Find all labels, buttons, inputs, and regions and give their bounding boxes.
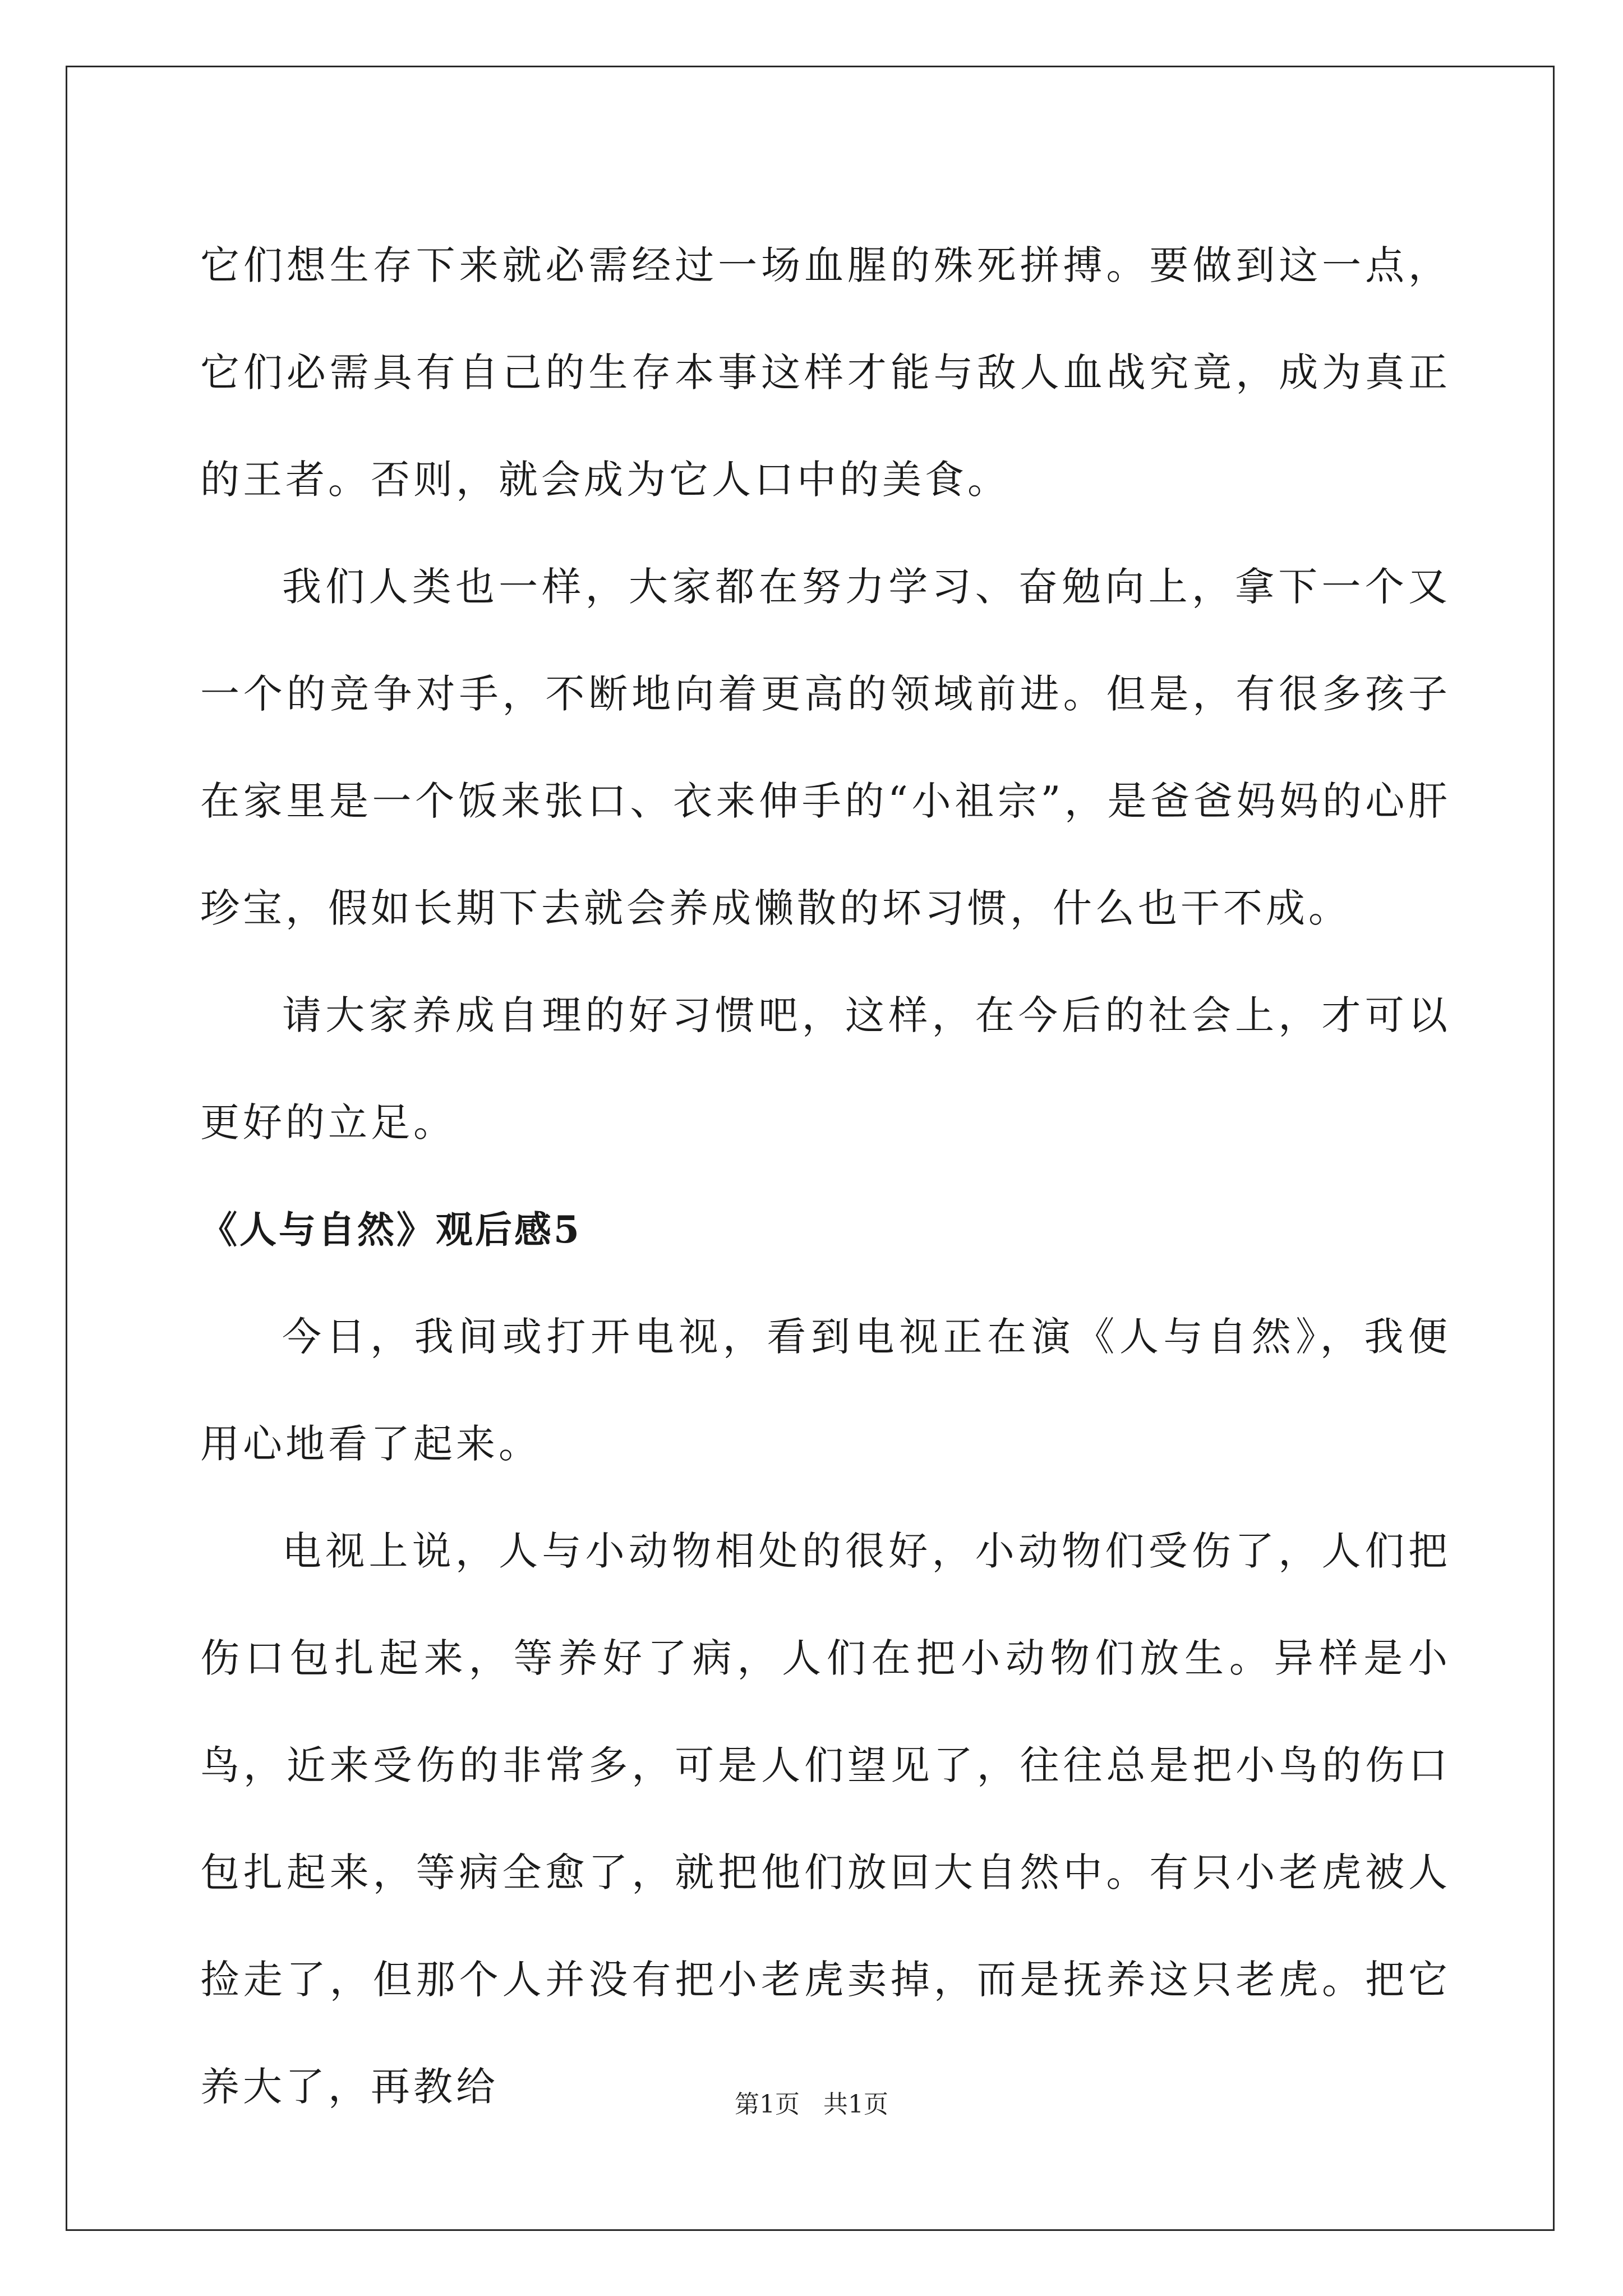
paragraph-4: 今日，我间或打开电视，看到电视正在演《人与自然》，我便用心地看了起来。 [200, 1314, 1451, 1467]
paragraph-1: 它们想生存下来就必需经过一场血腥的殊死拼搏。要做到这一点，它们必需具有自己的生存本事这样才能与敌人血战究竟，成为真正的王者。否则，就会成为它人口中的美食。 [200, 242, 1451, 503]
page-footer [0, 2084, 1623, 2120]
paragraph-5: 电视上说，人与小动物相处的很好，小动物们受伤了，人们把伤口包扎起来，等养好了病，人们在把小动物们放生。异样是小鸟，近来受伤的非常多，可是人们望见了，往往总是把小鸟的伤口包扎起来，等病全愈了，就把他们放回大自然中。有只小老虎被人捡走了，但那个人并没有把小老虎卖掉，而是抚养这只老虎。把它养大了，再教给 [200, 1528, 1451, 2110]
paragraph-3: 请大家养成自理的好习惯吧，这样，在今后的社会上，才可以更好的立足。 [200, 992, 1451, 1145]
page-total: 共1页 [823, 2090, 888, 2119]
paragraph-2: 我们人类也一样，大家都在努力学习、奋勉向上，拿下一个又一个的竞争对手，不断地向着更高的领域前进。但是，有很多孩子在家里是一个饭来张口、衣来伸手的“小祖宗”，是爸爸妈妈的心肝珍宝，假如长期下去就会养成懒散的坏习惯，什么也干不成。 [200, 564, 1451, 931]
page-number: 第1页 [735, 2090, 800, 2119]
section-heading: 《人与自然》观后感5 [200, 1208, 582, 1251]
document-body [200, 212, 1451, 2141]
